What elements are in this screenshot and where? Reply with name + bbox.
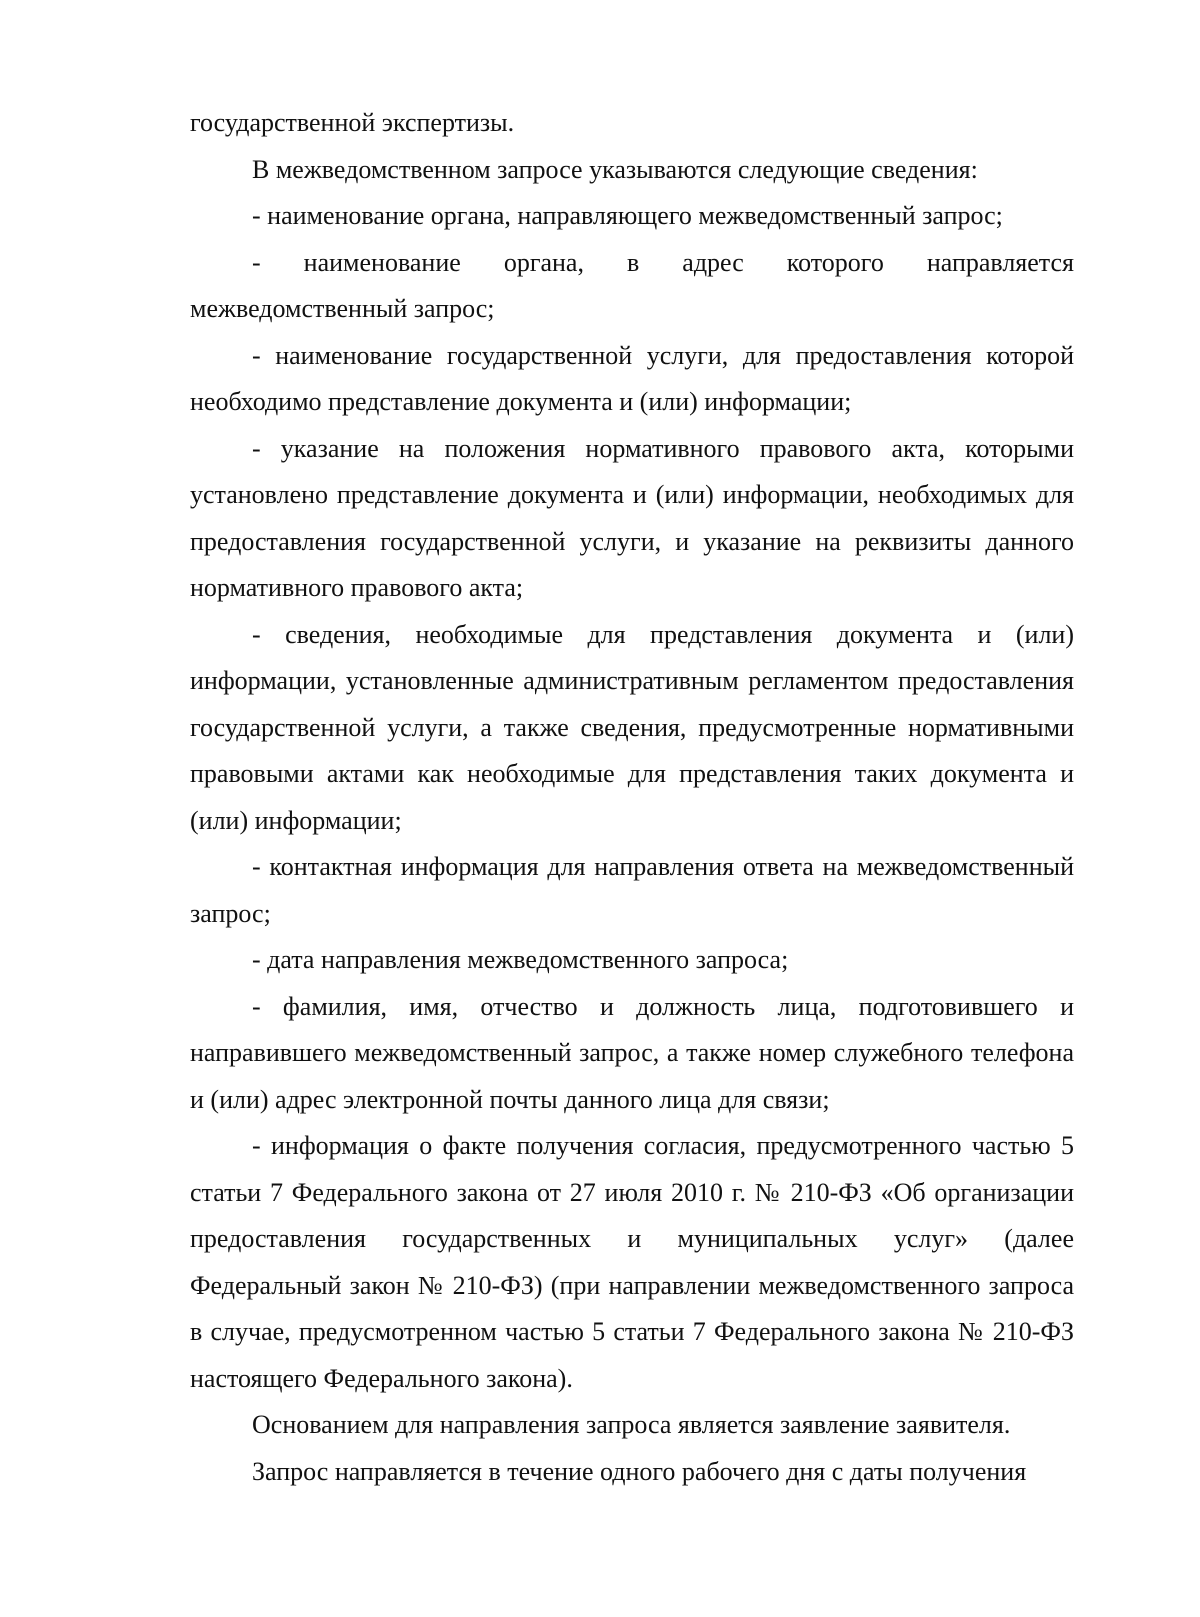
list-item-service-name: - наименование государственной услуги, для предоставления которой необходимо представление документа и (или) информации; — [190, 340, 1074, 416]
list-item-consent-info: - информация о факте получения согласия, предусмотренного частью 5 статьи 7 Федерального закона от 27 июля 2010 г. № 210-ФЗ «Об организации предоставления государственных и муниципальных услуг» (далее Федеральный закон № 210-ФЗ) (при направлении межведомственного запроса в случае, предусмотренном частью 5 статьи 7 Федерального закона № 210-ФЗ настоящего Федерального закона). — [190, 1131, 1074, 1393]
list-item-legal-act: - указание на положения нормативного правового акта, которыми установлено представление документа и (или) информации, необходимых для предоставления государственной услуги, и указание на реквизиты данного нормативного правового акта; — [190, 433, 1074, 602]
paragraph-deadline: Запрос направляется в течение одного рабочего дня с даты получения — [252, 1456, 1027, 1486]
document-body — [190, 100, 1074, 1495]
list-item-responsible-person: - фамилия, имя, отчество и должность лица, подготовившего и направившего межведомственный запрос, а также номер служебного телефона и (или) адрес электронной почты данного лица для связи; — [190, 991, 1074, 1114]
paragraph-intro: В межведомственном запросе указываются следующие сведения: — [252, 154, 978, 184]
paragraph-basis: Основанием для направления запроса является заявление заявителя. — [252, 1410, 1011, 1439]
list-item-required-info: - сведения, необходимые для представления документа и (или) информации, установленные административным регламентом предоставления государственной услуги, а также сведения, предусмотренные нормативными правовыми актами как необходимые для представления таких документа и (или) информации; — [190, 619, 1074, 835]
list-item-requesting-organ: - наименование органа, направляющего межведомственный запрос; — [252, 201, 1003, 230]
list-item-request-date: - дата направления межведомственного запроса; — [252, 945, 789, 974]
paragraph-continuation: государственной экспертизы. — [190, 108, 515, 137]
list-item-addressee-organ: - наименование органа, в адрес которого направляется межведомственный запрос; — [190, 247, 1074, 323]
list-item-contact-info: - контактная информация для направления ответа на межведомственный запрос; — [190, 852, 1074, 928]
